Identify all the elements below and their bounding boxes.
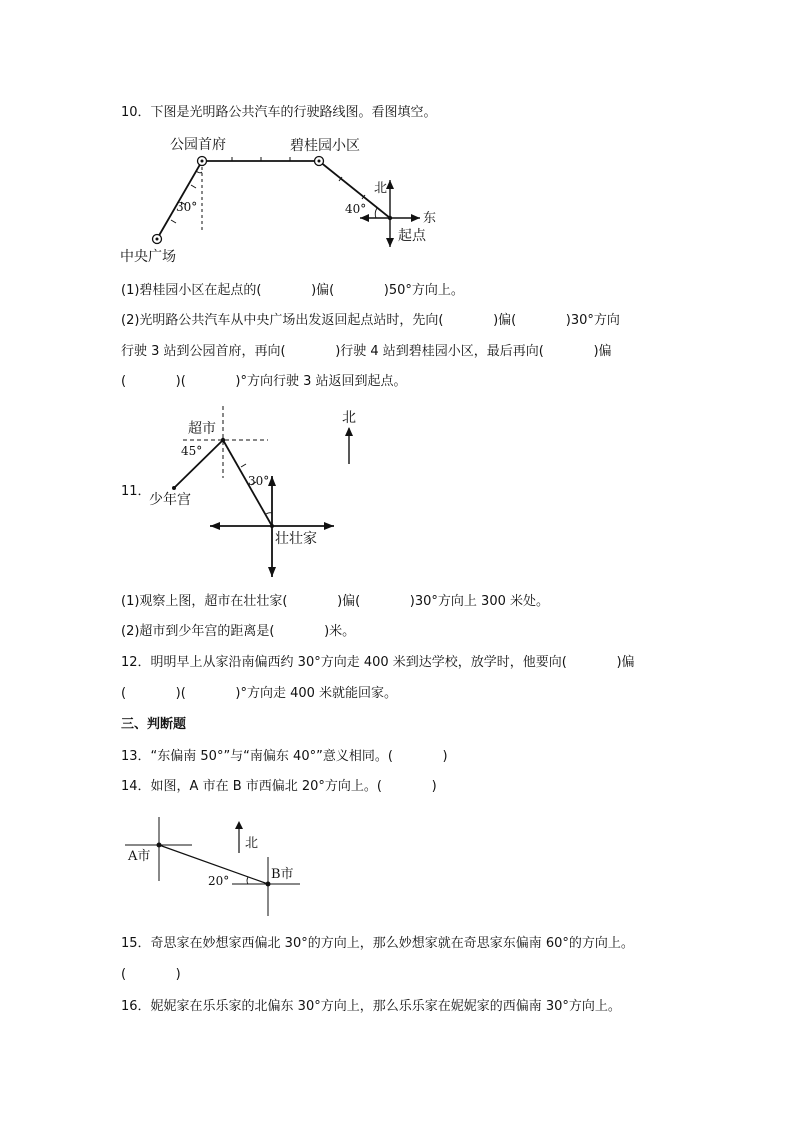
q12-line1: 12．明明早上从家沿南偏西约 30°方向走 400 米到达学校，放学时，他要向( )偏 bbox=[121, 655, 635, 670]
label-a-city: A市 bbox=[128, 849, 151, 864]
bus-route-diagram bbox=[110, 130, 450, 270]
city-direction-diagram bbox=[120, 815, 310, 925]
q11-sub2: (2)超市到少年宫的距离是( )米。 bbox=[121, 624, 356, 639]
q13-text: 13．“东偏南 50°”与“南偏东 40°”意义相同。( ) bbox=[121, 749, 448, 764]
section-heading: 三、判断题 bbox=[121, 717, 187, 732]
label-supermarket: 超市 bbox=[188, 421, 216, 437]
label-north: 北 bbox=[245, 836, 259, 851]
q10-sub1: (1)碧桂园小区在起点的( )偏( )50°方向上。 bbox=[121, 283, 464, 298]
q14-text: 14．如图，A 市在 B 市西偏北 20°方向上。( ) bbox=[121, 779, 437, 794]
north-arrow-icon bbox=[345, 427, 353, 464]
q11-number: 11． bbox=[121, 484, 151, 499]
station-park-icon bbox=[198, 157, 207, 166]
label-b-city: B市 bbox=[271, 867, 294, 882]
label-central: 中央广场 bbox=[120, 249, 176, 265]
q10-title: 10．下图是光明路公共汽车的行驶路线图。看图填空。 bbox=[121, 105, 437, 120]
q12-line2: ( )( )°方向走 400 米就能回家。 bbox=[121, 686, 398, 701]
station-biguiyuan-icon bbox=[315, 157, 324, 166]
supermarket-diagram bbox=[140, 400, 380, 580]
label-angle30: 30° bbox=[248, 474, 270, 488]
label-biguiyuan: 碧桂园小区 bbox=[290, 138, 360, 154]
label-angle30: 30° bbox=[176, 200, 198, 214]
north-arrow-icon bbox=[235, 821, 243, 853]
label-angle20: 20° bbox=[208, 874, 230, 888]
q10-sub2-line1: (2)光明路公共汽车从中央广场出发返回起点站时，先向( )偏( )30°方向 bbox=[121, 313, 620, 328]
q15-line1: 15．奇思家在妙想家西偏北 30°的方向上，那么妙想家就在奇思家东偏南 60°的方向上。 bbox=[121, 936, 634, 951]
q15-line2: ( ) bbox=[121, 967, 181, 982]
label-north: 北 bbox=[342, 410, 356, 426]
label-angle40: 40° bbox=[345, 202, 367, 216]
label-north: 北 bbox=[374, 181, 388, 196]
label-zhuang-home: 壮壮家 bbox=[275, 531, 317, 547]
q10-sub2-line2: 行驶 3 站到公园首府，再向( )行驶 4 站到碧桂园小区，最后再向( )偏 bbox=[121, 344, 612, 359]
label-youth-palace: 少年宫 bbox=[149, 492, 191, 508]
compass-icon bbox=[210, 476, 334, 577]
label-park: 公园首府 bbox=[170, 137, 226, 153]
label-start: 起点 bbox=[398, 228, 426, 244]
label-east: 东 bbox=[423, 211, 437, 226]
q11-sub1: (1)观察上图，超市在壮壮家( )偏( )30°方向上 300 米处。 bbox=[121, 594, 549, 609]
q10-sub2-line3: ( )( )°方向行驶 3 站返回到起点。 bbox=[121, 374, 407, 389]
q16-text: 16．妮妮家在乐乐家的北偏东 30°方向上，那么乐乐家在妮妮家的西偏南 30°方向上。 bbox=[121, 999, 621, 1014]
label-angle45: 45° bbox=[181, 444, 203, 458]
station-central-icon bbox=[153, 235, 162, 244]
